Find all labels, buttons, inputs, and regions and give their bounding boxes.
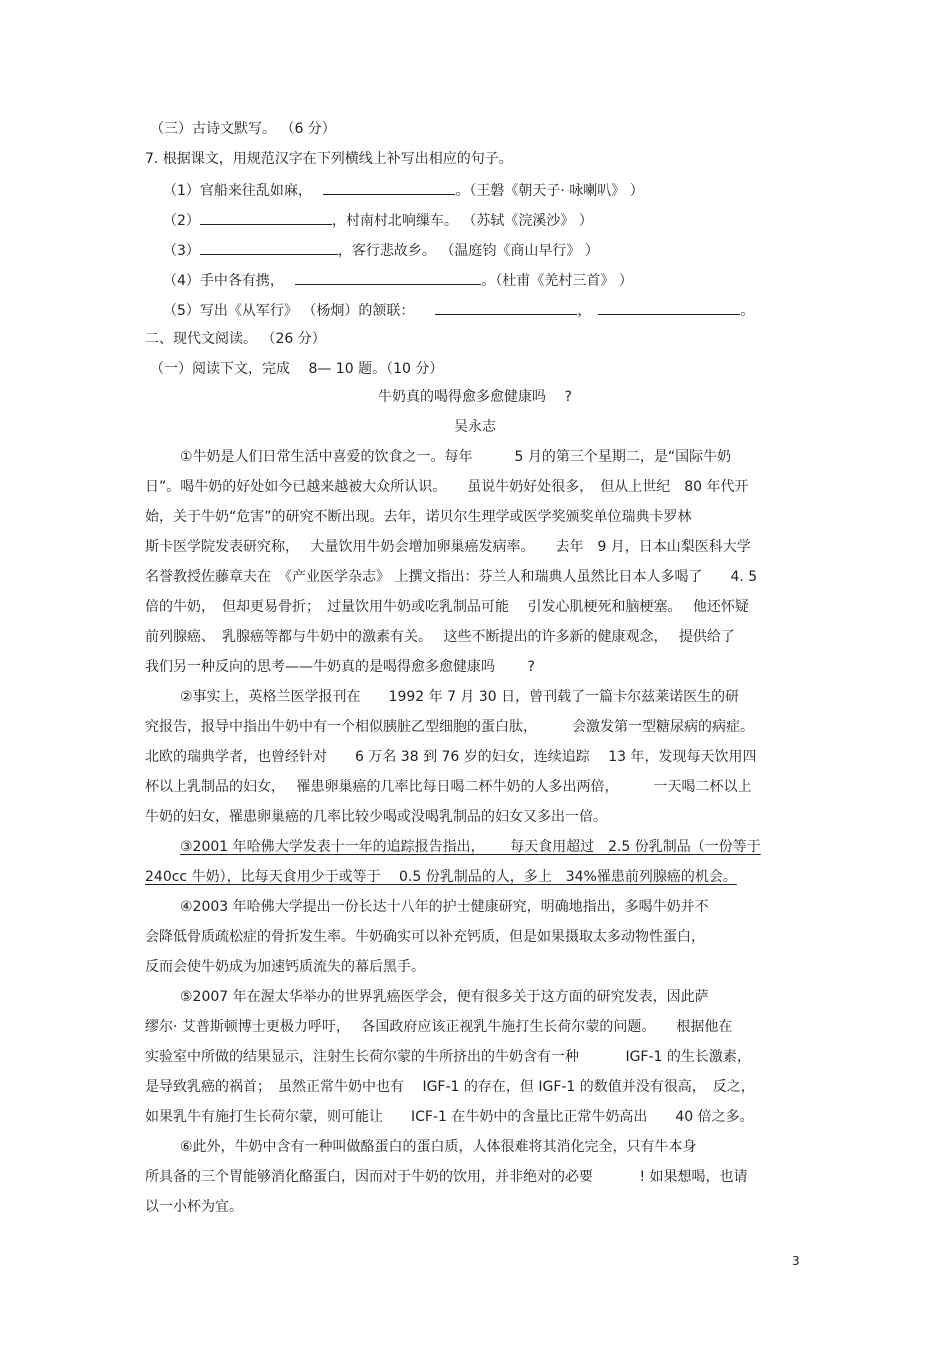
article-line: ②事实上，英格兰医学报刊在 1992 年 7 月 30 日，曾刊载了一篇卡尔兹莱诺医生的研 (180, 689, 740, 705)
item-1-blank[interactable] (323, 180, 455, 195)
article-line: 反而会使牛奶成为加速钙质流失的幕后黑手。 (145, 959, 425, 975)
item-5-after: 。 (740, 303, 755, 319)
article-line: 始，关于牛奶“危害”的研究不断出现。去年，诺贝尔生理学或医学奖颁奖单位瑞典卡罗林 (145, 509, 692, 525)
article-line: ④2003 年哈佛大学提出一份长达十八年的护士健康研究，明确地指出，多喝牛奶并不 (180, 899, 709, 915)
item-5-before: （5）写出《从军行》 （杨炯）的颔联： (163, 303, 408, 319)
question-7-item-4 (163, 270, 633, 290)
item-1-before: （1）官船来往乱如麻， (163, 183, 305, 199)
article-line: 究报告，报导中指出牛奶中有一个相似胰脏乙型细胞的蛋白肽， 会激发第一型糖尿病的病症。 (145, 719, 754, 735)
item-5-mid: ， (577, 303, 585, 319)
item-5-blank-b[interactable] (598, 300, 740, 315)
item-3-before: （3） (163, 243, 200, 259)
article-line: 所具备的三个胃能够消化酪蛋白，因而对于牛奶的饮用，并非绝对的必要 ! 如果想喝，也请 (145, 1169, 748, 1185)
article-line: 会降低骨质疏松症的骨折发生率。牛奶确实可以补充钙质，但是如果摄取太多动物性蛋白， (145, 929, 705, 945)
article-line-underlined: ③2001 年哈佛大学发表十一年的追踪报告指出， 每天食用超过 2.5 份乳制品（一份等于 (180, 839, 761, 855)
item-3-after: ，客行悲故乡。 （温庭钧《商山早行》 ） (337, 243, 599, 259)
item-4-blank[interactable] (295, 270, 481, 285)
article-line: 名誉教授佐藤章夫在 《产业医学杂志》 上撰文指出：芬兰人和瑞典人虽然比日本人多喝了 4. 5 (145, 569, 758, 585)
article-line-underlined: 240cc 牛奶），比每天食用少于或等于 0.5 份乳制品的人，多上 34%罹患前列腺癌的机会。 (145, 869, 737, 885)
page-number: 3 (792, 1254, 800, 1268)
article-line: 是导致乳癌的祸首； 虽然正常牛奶中也有 IGF-1 的存在，但 IGF-1 的数值并没有很高， 反之， (145, 1079, 755, 1095)
question-7-prompt: 7. 根据课文，用规范汉字在下列横线上补写出相应的句子。 (145, 151, 513, 167)
article-line: 我们另一种反向的思考——牛奶真的是喝得愈多愈健康吗 ? (145, 659, 535, 675)
article-line: 实验室中所做的结果显示，注射生长荷尔蒙的牛所挤出的牛奶含有一种 IGF-1 的生长激素， (145, 1049, 751, 1065)
article-line: 北欧的瑞典学者，也曾经针对 6 万名 38 到 76 岁的妇女，连续追踪 13 年，发现每天饮用四 (145, 749, 757, 765)
item-1-after: 。（王磐《朝天子· 咏喇叭》 ） (455, 183, 644, 199)
item-3-blank[interactable] (200, 240, 338, 255)
question-7-item-2 (163, 210, 593, 230)
article-title: 牛奶真的喝得愈多愈健康吗 ? (378, 389, 572, 405)
question-7-item-1 (163, 180, 644, 200)
article-line: ⑥此外，牛奶中含有一种叫做酪蛋白的蛋白质，人体很难将其消化完全，只有牛本身 (180, 1139, 697, 1155)
article-line: 牛奶的妇女，罹患卵巢癌的几率比较少喝或没喝乳制品的妇女又多出一倍。 (145, 809, 607, 825)
article-line: 缪尔· 艾普斯顿博士更极力呼吁， 各国政府应该正视乳牛施打生长荷尔蒙的问题。 根据他在 (145, 1019, 733, 1035)
item-5-blank-a[interactable] (435, 300, 577, 315)
item-4-after: 。（杜甫《羌村三首》 ） (481, 273, 633, 289)
article-line: 以一小杯为宜。 (145, 1199, 243, 1215)
question-7-item-5 (163, 300, 754, 320)
article-line: 日”。喝牛奶的好处如今已越来越被大众所认识。 虽说牛奶好处很多， 但从上世纪 80 年代开 (145, 479, 749, 495)
article-line: ⑤2007 年在渥太华举办的世界乳癌医学会，便有很多关于这方面的研究发表，因此萨 (180, 989, 709, 1005)
poetry-section-heading: （三）古诗文默写。 （6 分） (150, 121, 336, 137)
article-line: 倍的牛奶， 但却更易骨折； 过量饮用牛奶或吃乳制品可能 引发心肌梗死和脑梗塞。 他还怀疑 (145, 599, 749, 615)
item-2-blank[interactable] (200, 210, 332, 225)
article-line: 如果乳牛有施打生长荷尔蒙，则可能让 ICF-1 在牛奶中的含量比正常牛奶高出 40 倍之多。 (145, 1109, 754, 1125)
article-line: 斯卡医学院发表研究称， 大量饮用牛奶会增加卵巢癌发病率。 去年 9 月，日本山梨医科大学 (145, 539, 751, 555)
item-2-before: （2） (163, 213, 200, 229)
reading-one-instruction: （一）阅读下文，完成 8— 10 题。（10 分） (150, 361, 444, 377)
article-line: ①牛奶是人们日常生活中喜爱的饮食之一。每年 5 月的第三个星期二，是“国际牛奶 (180, 449, 732, 465)
modern-reading-heading: 二、现代文阅读。 （26 分） (145, 331, 326, 347)
article-line: 杯以上乳制品的妇女， 罹患卵巢癌的几率比每日喝二杯牛奶的人多出两倍， 一天喝二杯以上 (145, 779, 752, 795)
item-4-before: （4）手中各有携， (163, 273, 277, 289)
item-2-after: ，村南村北响缫车。 （苏轼《浣溪沙》 ） (331, 213, 593, 229)
article-line: 前列腺癌、 乳腺癌等都与牛奶中的激素有关。 这些不断提出的许多新的健康观念， 提供给了 (145, 629, 735, 645)
article-author: 吴永志 (454, 419, 496, 435)
question-7-item-3 (163, 240, 599, 260)
